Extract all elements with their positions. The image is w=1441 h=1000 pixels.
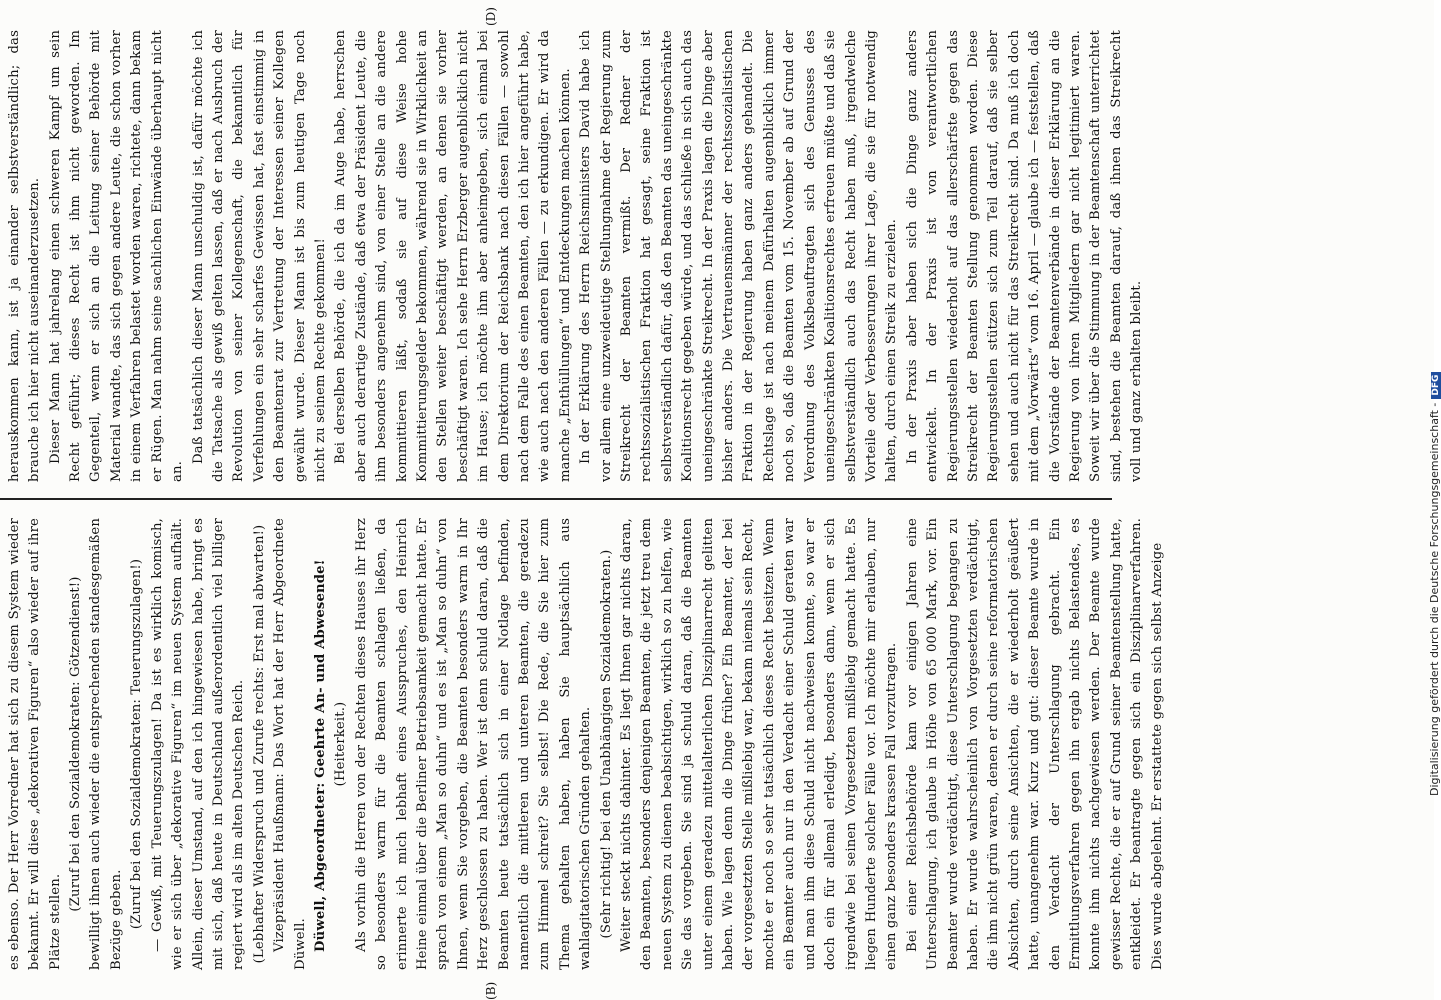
left-column (0, 518, 1165, 970)
paragraph: Als vorhin die Herren von der Rechten dieses Hauses ihr Herz so besonders warm für die Beamten schlagen ließen, da erinnerte ich mich lebhaft eines Ausspruches, den Heinrich Heine einmal über die Berliner Betriebsamkeit gemacht hatte. Er sprach von einem „Man so duhn“ und es ist „Man so duhn“ von Ihnen, wenn Sie vorgeben, die Beamten besonders warm in Ihr Herz geschlossen zu haben. Wer ist denn schuld daran, daß die Beamten heute tatsächlich sich in einer Notlage befinden, namentlich die mittleren und unteren Beamten, die geradezu zum Himmel schreit? Sie selbst! Die Rede, die Sie hier zum Thema gehalten haben, haben Sie hauptsächlich aus wahlagitatorischen Gründen gehalten. (353, 518, 594, 970)
paragraph: In der Erklärung des Herrn Reichsministers David habe ich vor allem eine unzweideutige Stellungnahme der Regierung zum Streikrecht der Beamten vermißt. Der Redner der rechtssozialistischen Fraktion hat gesagt, seine Fraktion ist selbstverständlich dafür, daß den Beamten das uneingeschränkte Koalitionsrecht gegeben würde, und das schließe in sich auch das uneingeschränkte Streikrecht. In der Praxis lagen die Dinge aber bisher anders. Die Vertrauensmänner der rechtssozialistischen Fraktion in der Regierung haben ganz anders gehandelt. Die Rechtslage ist nach meinem Dafürhalten augenblicklich immer noch so, daß die Beamten vom 15. November ab auf Grund der Verordnung des Volksbeauftragten sich des Genusses des uneingeschränkten Koalitionsrechtes erfreuen müßte und daß sie selbstverständlich auch das Recht haben muß, irgendwelche Vorteile oder Verbesserungen ihrer Lage, die sie für notwendig halten, durch einen Streik zu erzielen. (578, 30, 900, 482)
paragraph: — Gewiß, mit Teuerungszulagen! Da ist es wirklich komisch, wie er sich über „dekorative Figuren“ im neuen System aufhält. Allein, dieser Umstand, auf den ich hingewiesen habe, bringt es mit sich, daß heute in Deutschland außerordentlich viel billiger regiert wird als im alten Deutschen Reich. (149, 518, 247, 970)
paragraph: bewilligt ihnen auch wieder die entsprechenden standesgemäßen Bezüge geben. (88, 518, 124, 970)
paragraph: es ebenso. Der Herr Vorredner hat sich zu diesem System wieder bekannt. Er will diese „dekorativen Figuren“ also wieder auf ihre Plätze stellen. (6, 518, 63, 970)
interjection: (Sehr richtig! bei den Unabhängigen Sozialdemokraten.) (598, 549, 614, 939)
paragraph: herauskommen kann, ist ja einander selbstverständlich; das brauche ich hier nicht auseinanderzusetzen. (6, 30, 43, 482)
digitization-credit (1408, 6, 1441, 826)
credit-text: Digitalisierung gefördert durch die Deutsche Forschungsgemeinschaft - (1428, 402, 1441, 796)
paragraph: Dieser Mann hat jahrelang einen schweren Kampf um sein Recht geführt; dieses Recht ist ihm nicht geworden. Im Gegenteil, wenn er sich an die Leitung seiner Behörde mit Material wandte, das sich gegen andere Leute, die schon vorher in einem Verfahren belastet worden waren, richtete, dann bekam er Rügen. Man nahm seine sachlichen Einwände überhaupt nicht an. (47, 30, 186, 482)
right-column (0, 30, 1145, 482)
margin-mark-d: (D) (484, 7, 498, 26)
rotated-page-content (0, 7, 1165, 1000)
paragraph: Daß tatsächlich dieser Mann unschuldig ist, dafür möchte ich die Tatsache als gewiß gelten lassen, daß er nach Ausbruch der Revolution von seiner Kollegenschaft, die bekanntlich für Verfehlungen ein sehr scharfes Gewissen hat, fast einstimmig in den Beamtenrat zur Vertretung der Interessen seiner Kollegen gewählt wurde. Dieser Mann ist bis zum heutigen Tage noch nicht zu seinem Rechte gekommen! (190, 30, 328, 482)
interjection: (Zuruf bei den Sozialdemokraten: Teuerungszulagen!) (129, 558, 145, 930)
paragraph: Weiter steckt nichts dahinter. Es liegt Ihnen gar nichts daran, den Beamten, besonders denjenigen Beamten, die jetzt treu dem neuen System zu dienen beabsichtigen, wirklich so zu helfen, wie Sie das vorgeben. Sie sind ja schuld daran, daß die Beamten unter einem geradezu mittelalterlichen Disziplinarrecht gelitten haben. Wie lagen denn die Dinge früher? Ein Beamter, der bei der vorgesetzten Stelle mißliebig war, bekam niemals sein Recht, mochte er noch so sehr tatsächlich dieses Recht besitzen. Wenn ein Beamter auch nur in den Verdacht einer Schuld geraten war und man ihm diese Schuld nicht nachweisen konnte, so war er doch ein für allemal erledigt, besonders dann, wenn er sich irgendwie bei seinen Vorgesetzten mißliebig gemacht hatte. Es liegen Hunderte solcher Fälle vor. Ich möchte mir erlauben, nur einen ganz besonders krassen Fall vorzutragen. (619, 518, 900, 970)
margin-mark-b: (B) (484, 981, 498, 1000)
interjection: (Lebhafter Widerspruch und Zurufe rechts: Erst mal abwarten!) (251, 524, 267, 964)
paragraph: Bei einer Reichsbehörde kam vor einigen Jahren eine Unterschlagung, ich glaube in Höhe von 65 000 Mark, vor. Ein Beamter wurde verdächtigt, diese Unterschlagung begangen zu haben. Er wurde wahrscheinlich von Vorgesetzten verdächtigt, die ihm nicht grün waren, denen er durch seine reformatorischen Absichten, durch seine Ansichten, die er wiederholt geäußert hatte, unangenehm war. Kurz und gut: dieser Beamte wurde in den Verdacht der Unterschlagung gebracht. Ein Ermittlungsverfahren gegen ihn ergab nichts Belastendes, es konnte ihm nichts nachgewiesen werden. Der Beamte wurde gewisser Rechte, die er auf Grund seiner Beamtenstellung hatte, entkleidet. Er beantragte gegen sich ein Disziplinarverfahren. Dies wurde abgelehnt. Er erstattete gegen sich selbst Anzeige (904, 518, 1165, 970)
interjection: (Zuruf bei den Sozialdemokraten: Götzendienst!) (68, 576, 84, 912)
dfg-logo-badge: DFG (1431, 372, 1441, 399)
paragraph: Bei derselben Behörde, die ich da im Auge habe, herrschen aber auch derartige Zustände, daß etwa der Präsident Leute, die ihm besonders angenehm sind, von einer Stelle an die andere kommittieren läßt, sodaß sie auf diese Weise hohe Kommittierungsgelder bekommen, während sie in Wirklichkeit an den Stellen weiter beschäftigt werden, an denen sie vorher beschäftigt waren. Ich sehe Herrn Erzberger augenblicklich nicht im Hause; ich möchte ihm aber anheimgeben, sich einmal bei dem Direktorium der Reichsbank nach diesen Fällen — sowohl nach dem Falle des einen Beamten, den ich hier angeführt habe, wie auch nach den anderen Fällen — zu erkundigen. Er wird da manche „Enthüllungen“ und Entdeckungen machen können. (333, 30, 573, 482)
speaker-heading: Düwell, Abgeordneter: Geehrte An- und Abwesende! (312, 559, 328, 952)
column-divider (0, 498, 1112, 500)
paragraph: Vizepräsident Haußmann: Das Wort hat der Herr Abgeordnete Düwell. (272, 518, 308, 970)
paragraph: In der Praxis aber haben sich die Dinge ganz anders entwickelt. In der Praxis ist von verantwortlichen Regierungsstellen wiederholt auf das allerschärfste gegen das Streikrecht der Beamten Stellung genommen worden. Diese Regierungsstellen stützen sich zum Teil darauf, daß sie selber sehen und auch nicht für das Streikrecht sind. Da muß ich doch mit dem „Vorwärts“ vom 16. April — glaube ich — feststellen, daß die Vorstände der Beamtenverbände in dieser Erklärung an die Regierung von ihren Mitgliedern gar nicht legitimiert waren. Soweit wir über die Stimmung in der Beamtenschaft unterrichtet sind, bestehen die Beamten darauf, daß ihnen das Streikrecht voll und ganz erhalten bleibt. (904, 30, 1145, 482)
interjection: (Heiterkeit.) (333, 701, 349, 787)
